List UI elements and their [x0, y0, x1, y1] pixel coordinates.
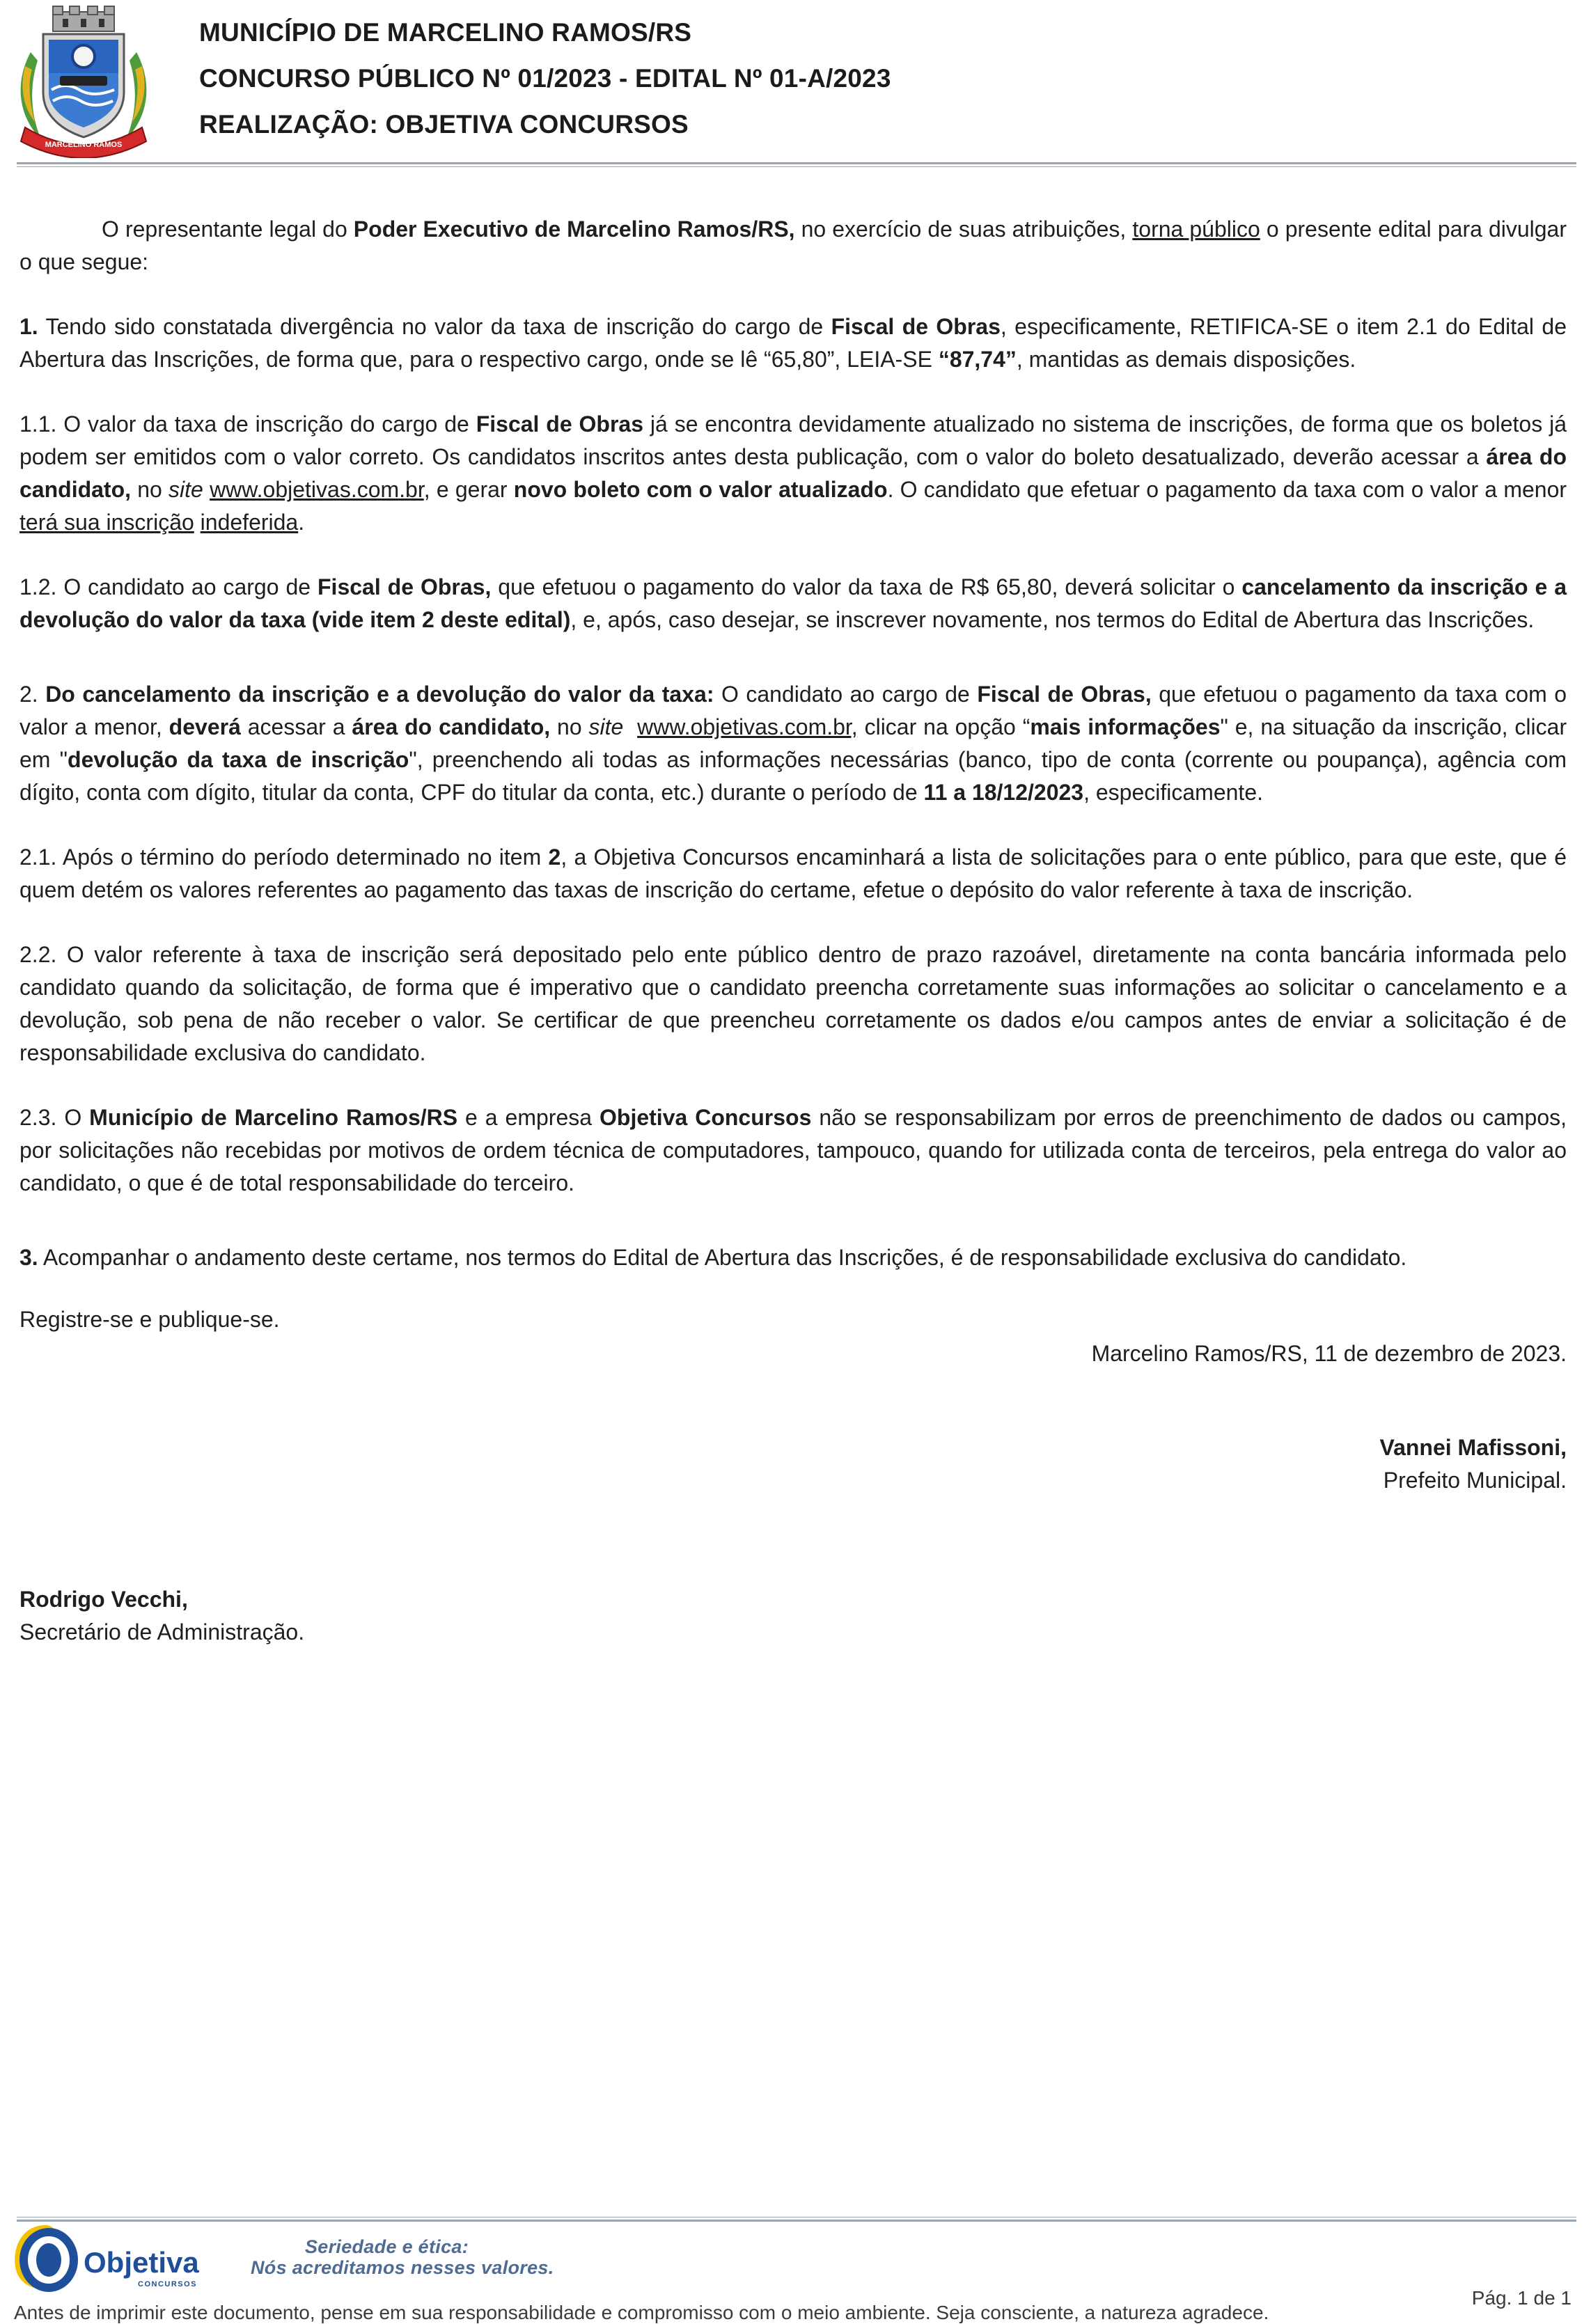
- item-text: [203, 477, 210, 502]
- item-text: [194, 510, 201, 535]
- item-bold: cancelamento da inscrição e a devolução do valor da taxa (vide item 2 deste edital): [19, 574, 1567, 632]
- item-number: 1.: [19, 314, 38, 339]
- item-2: [19, 678, 1567, 809]
- item-1-2: [19, 571, 1567, 636]
- item-bold: área do candidato,: [352, 714, 551, 739]
- header-rule-bottom: [17, 166, 1576, 167]
- header-titles: [199, 10, 891, 148]
- mayor-name: Vannei Mafissoni,: [1379, 1435, 1567, 1460]
- item-text: " e, na situação da inscrição, clicar em ": [19, 714, 1567, 772]
- item-bold: Município de Marcelino Ramos/RS: [89, 1105, 458, 1130]
- item-text: Tendo sido constatada divergência no valor da taxa de inscrição do cargo de: [38, 314, 831, 339]
- crest-ribbon-text: MARCELINO RAMOS: [45, 141, 123, 149]
- mayor-signature-block: [19, 1431, 1567, 1497]
- item-bold: Fiscal de Obras,: [318, 574, 492, 599]
- item-text: . O candidato que efetuar o pagamento da taxa com o valor a menor: [887, 477, 1567, 502]
- footer-slogan: [251, 2236, 554, 2278]
- municipal-coat-of-arms-icon: [10, 3, 157, 158]
- page-number: Pág. 1 de 1: [1471, 2287, 1572, 2309]
- item-text: , mantidas as demais disposições.: [1016, 347, 1356, 372]
- secretary-name: Rodrigo Vecchi,: [19, 1587, 188, 1612]
- intro-text: o presente edital para divulgar o que segue:: [19, 217, 1567, 274]
- item-bold: novo boleto com o valor atualizado: [513, 477, 888, 502]
- item-text: , a Objetiva Concursos encaminhará a lista de solicitações para o ente público, para que este, que é quem detém os valores referentes ao pagamento das taxas de inscrição do certame, efetue o depósito do valor referente à taxa de inscrição.: [19, 845, 1567, 902]
- item-text: O candidato ao cargo de: [714, 682, 978, 707]
- item-text: , especificamente.: [1083, 780, 1263, 805]
- item-bold: deverá: [168, 714, 241, 739]
- header-organizer: REALIZAÇÃO: OBJETIVA CONCURSOS: [199, 110, 689, 139]
- item-text: , especificamente, RETIFICA-SE o item 2.1 do Edital de Abertura das Inscrições, de forma que, para o respectivo cargo, onde se lê “65,80”, LEIA-SE: [19, 314, 1567, 372]
- item-bold: Do cancelamento da inscrição e a devolução do valor da taxa:: [45, 682, 714, 707]
- item-text: 2.2. O valor referente à taxa de inscrição será depositado pelo ente público dentro de prazo razoável, diretamente na conta bancária informada pelo candidato quando da solicitação, de forma que é imperativo que o candidato preencha corretamente suas informações ao solicitar o cancelamento e a devolução, sob pena de não receber o valor. Se certificar de que preencheu corretamente os dados e/ou campos antes de enviar a solicitação é de responsabilidade exclusiva do candidato.: [19, 942, 1567, 1065]
- item-bold: “87,74”: [938, 347, 1017, 372]
- footer-environment-note: Antes de imprimir este documento, pense em sua responsabilidade e compromisso com o meio ambiente. Seja consciente, a natureza agradece.: [14, 2302, 1269, 2323]
- item-2-1: [19, 841, 1567, 906]
- item-2-2: [19, 939, 1567, 1069]
- secretary-signature-block: [19, 1583, 1567, 1649]
- item-italic: site: [168, 477, 203, 502]
- registre-line: Registre-se e publique-se.: [19, 1307, 280, 1332]
- item-3: [19, 1241, 1567, 1274]
- item-bold: Fiscal de Obras: [831, 314, 1001, 339]
- item-bold: 2: [548, 845, 561, 870]
- item-bold: Fiscal de Obras: [476, 411, 644, 437]
- logo-subtext: CONCURSOS: [138, 2280, 198, 2288]
- item-text: clicar na opção “: [857, 714, 1030, 739]
- item-text: que efetuou o pagamento do valor da taxa de R$ 65,80, deverá solicitar o: [491, 574, 1242, 599]
- item-text: 2.1. Após o término do período determinado no item: [19, 845, 549, 870]
- intro-text: O representante legal do: [102, 217, 354, 242]
- item-text: não se responsabilizam por erros de preenchimento de dados ou campos, por solicitações não recebidas por motivos de ordem técnica de computadores, tampouco, quando for utilizada conta de terceiros, pela entrega do valor ao candidato, o que é de total responsabilidade do terceiro.: [19, 1105, 1567, 1195]
- footer-rule-bottom: [17, 2220, 1576, 2222]
- item-1-1: [19, 408, 1567, 539]
- intro-text: no exercício de suas atribuições,: [794, 217, 1133, 242]
- item-bold: devolução da taxa de inscrição: [68, 747, 409, 772]
- item-text: no: [131, 477, 169, 502]
- item-number: 3.: [19, 1245, 38, 1270]
- item-text: ", preenchendo ali todas as informações necessárias (banco, tipo de conta (corrente ou poupança), agência com dígito, conta com dígito, titular da conta, CPF do titular da conta, etc.) durante o período de: [19, 747, 1567, 805]
- item-text: , e gerar: [423, 477, 514, 502]
- item-text: e a empresa: [457, 1105, 600, 1130]
- logo-wordmark: Objetiva: [84, 2246, 199, 2279]
- item-bold: Objetiva Concursos: [599, 1105, 812, 1130]
- website-link[interactable]: www.objetivas.com.br: [210, 477, 424, 502]
- item-text: .: [298, 510, 305, 535]
- item-bold: 11 a 18/12/2023: [923, 780, 1084, 805]
- item-bold: área do candidato,: [19, 444, 1567, 502]
- slogan-line-1: Seriedade e ética:: [305, 2236, 469, 2257]
- intro-emphasis: torna público: [1132, 217, 1260, 242]
- place-and-date: Marcelino Ramos/RS, 11 de dezembro de 2023.: [1091, 1341, 1567, 1366]
- intro-authority: Poder Executivo de Marcelino Ramos/RS,: [353, 217, 795, 242]
- item-underline: terá sua inscrição: [19, 510, 194, 535]
- item-text: 2.3. O: [19, 1105, 90, 1130]
- mayor-title: Prefeito Municipal.: [1383, 1468, 1567, 1493]
- slogan-line-2: Nós acreditamos nesses valores.: [251, 2257, 554, 2278]
- item-text: que efetuou o pagamento da taxa com o valor a menor,: [19, 682, 1567, 739]
- header-contest: CONCURSO PÚBLICO Nº 01/2023 - EDITAL Nº 01-A/2023: [199, 64, 891, 93]
- item-italic: site: [588, 714, 624, 739]
- item-text: Acompanhar o andamento deste certame, nos termos do Edital de Abertura das Inscrições, é de responsabilidade exclusiva do candidato.: [38, 1245, 1407, 1270]
- item-1: [19, 311, 1567, 376]
- header-rule-top: [17, 162, 1576, 164]
- item-text: acessar a: [240, 714, 352, 739]
- item-underline: indeferida: [200, 510, 299, 535]
- item-text: 1.1. O valor da taxa de inscrição do cargo de: [19, 411, 476, 437]
- item-text: , e, após, caso desejar, se inscrever novamente, nos termos do Edital de Abertura das Inscrições.: [570, 607, 1535, 632]
- intro-paragraph: [19, 213, 1567, 278]
- item-2-3: [19, 1101, 1567, 1200]
- item-text: 1.2. O candidato ao cargo de: [19, 574, 318, 599]
- item-bold: Fiscal de Obras,: [977, 682, 1152, 707]
- item-text: [623, 714, 637, 739]
- item-text: já se encontra devidamente atualizado no sistema de inscrições, de forma que os boletos já podem ser emitidos com o valor correto. Os candidatos inscritos antes desta publicação, com o valor do boleto desatualizado, deverão acessar a: [19, 411, 1567, 469]
- item-text: no: [550, 714, 589, 739]
- edict-body: [19, 213, 1567, 1649]
- header-municipality: MUNICÍPIO DE MARCELINO RAMOS/RS: [199, 18, 692, 47]
- website-link[interactable]: www.objetivas.com.br,: [637, 714, 858, 739]
- secretary-title: Secretário de Administração.: [19, 1619, 305, 1644]
- document-header: [0, 0, 1591, 167]
- item-bold: mais informações: [1030, 714, 1221, 739]
- item-text: 2.: [19, 682, 46, 707]
- objetiva-logo-icon: [11, 2221, 220, 2293]
